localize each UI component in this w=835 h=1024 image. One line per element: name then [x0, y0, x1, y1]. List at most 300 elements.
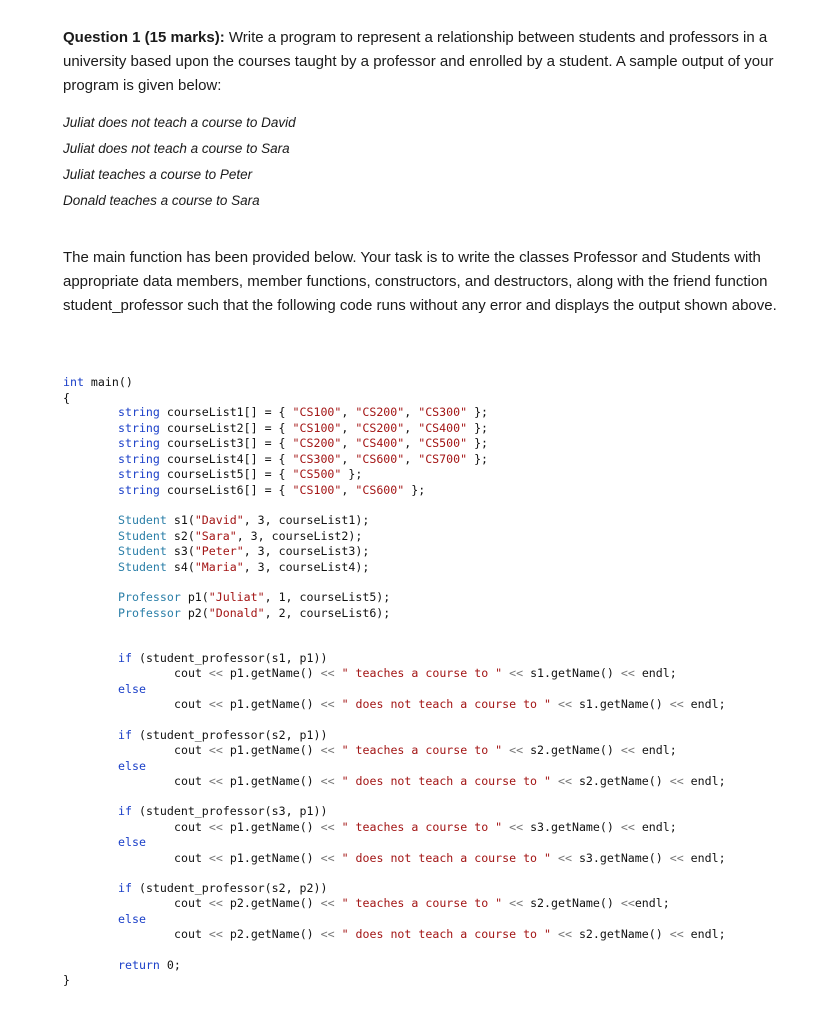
code-text	[160, 467, 167, 481]
code-string: " teaches a course to "	[341, 896, 503, 910]
code-text	[223, 666, 230, 680]
code-text: p2	[187, 606, 202, 620]
code-operator: <<	[509, 820, 524, 834]
code-line-then	[174, 666, 677, 680]
code-text: , 3,	[236, 529, 272, 543]
code-operator: <<	[669, 697, 684, 711]
code-text	[684, 851, 691, 865]
code-string: "CS100"	[292, 405, 342, 419]
code-text: s1	[530, 666, 545, 680]
code-keyword: string	[118, 452, 160, 466]
code-text: getName	[599, 697, 649, 711]
code-text	[335, 820, 342, 834]
code-text: student_professor	[145, 651, 265, 665]
code-text: s1	[173, 513, 188, 527]
code-string: "Maria"	[194, 560, 244, 574]
code-text: (	[264, 728, 272, 742]
code-text: ;	[669, 820, 677, 834]
code-operator: <<	[509, 743, 524, 757]
code-text: .	[592, 697, 600, 711]
code-text: p2	[299, 881, 314, 895]
code-string: "CS600"	[355, 483, 405, 497]
code-operator: <<	[320, 851, 335, 865]
code-text: ,	[285, 881, 300, 895]
code-text: [] = {	[243, 452, 293, 466]
code-text	[167, 544, 174, 558]
code-text: [] = {	[243, 483, 293, 497]
code-text: courseList5	[166, 467, 244, 481]
code-text: endl	[690, 774, 719, 788]
code-line-if	[118, 728, 327, 742]
code-operator: <<	[669, 851, 684, 865]
code-text: (	[187, 560, 195, 574]
code-keyword: else	[118, 759, 146, 773]
code-string: "CS100"	[292, 421, 342, 435]
code-operator: <<	[208, 697, 223, 711]
code-text: ()	[599, 666, 621, 680]
code-text: p2	[229, 927, 244, 941]
code-text: getName	[250, 820, 300, 834]
code-text	[202, 743, 209, 757]
code-text: p1	[229, 774, 244, 788]
code-line-otherwise	[174, 697, 726, 711]
code-text: s2	[271, 728, 286, 742]
code-text: courseList1	[166, 405, 244, 419]
code-text: .	[544, 896, 552, 910]
code-text: endl	[641, 820, 670, 834]
code-text: ()	[299, 896, 321, 910]
code-text	[160, 436, 167, 450]
code-text	[202, 927, 209, 941]
code-text: getName	[250, 851, 300, 865]
code-text: .	[243, 774, 251, 788]
code-text: p1	[299, 804, 314, 818]
code-text: student_professor	[145, 728, 265, 742]
code-text: ;	[662, 896, 670, 910]
code-line-professor	[118, 606, 390, 620]
code-text: getName	[551, 743, 600, 757]
code-string: "Donald"	[208, 606, 265, 620]
code-string: "CS600"	[355, 452, 405, 466]
code-type: Professor	[118, 606, 181, 620]
code-operator: <<	[509, 666, 524, 680]
code-text: getName	[599, 774, 649, 788]
code-text: ,	[341, 452, 356, 466]
code-operator: <<	[208, 774, 223, 788]
code-text: (	[264, 881, 272, 895]
code-string: "CS700"	[418, 452, 468, 466]
code-text: ,	[285, 804, 300, 818]
code-string: "Peter"	[194, 544, 244, 558]
code-text: courseList6	[299, 606, 377, 620]
sample-output-line: Juliat teaches a course to Peter	[63, 167, 253, 182]
code-text: ()	[299, 927, 321, 941]
code-string: " teaches a course to "	[341, 743, 503, 757]
code-text: , 3,	[243, 544, 279, 558]
code-text: ()	[648, 851, 670, 865]
code-text	[635, 743, 642, 757]
code-text: cout	[174, 896, 202, 910]
code-line-signature	[63, 375, 133, 389]
code-operator: <<	[320, 697, 335, 711]
code-text: , 2,	[264, 606, 300, 620]
code-string: "CS500"	[418, 436, 468, 450]
code-text: getName	[551, 666, 600, 680]
code-text: ()	[648, 927, 670, 941]
code-text: );	[376, 590, 391, 604]
code-text: [] = {	[243, 421, 293, 435]
code-text: endl	[690, 927, 719, 941]
code-text: ,	[341, 421, 356, 435]
code-text: , 1,	[264, 590, 300, 604]
code-string: " teaches a course to "	[341, 820, 503, 834]
code-text: };	[467, 436, 489, 450]
question-heading: Question 1 (15 marks):	[63, 29, 225, 46]
code-text	[335, 743, 342, 757]
code-text: s2	[173, 529, 188, 543]
code-text: getName	[250, 927, 300, 941]
code-text: s2	[530, 743, 545, 757]
code-text: .	[243, 896, 251, 910]
code-keyword: string	[118, 436, 160, 450]
code-text: s3	[578, 851, 593, 865]
code-text: student_professor	[145, 804, 265, 818]
code-text	[335, 927, 342, 941]
code-type: Professor	[118, 590, 181, 604]
code-text: cout	[174, 927, 202, 941]
code-keyword: string	[118, 421, 160, 435]
code-text	[202, 774, 209, 788]
code-text	[684, 774, 691, 788]
code-text: s3	[271, 804, 286, 818]
code-text: p1	[229, 697, 244, 711]
code-text: courseList3	[278, 544, 356, 558]
code-text: ,	[341, 405, 356, 419]
code-text: s1	[578, 697, 593, 711]
code-operator: <<	[320, 820, 335, 834]
code-text	[572, 927, 579, 941]
code-line-return	[118, 958, 181, 972]
code-text: (	[187, 544, 195, 558]
code-text	[635, 820, 642, 834]
code-operator: <<	[557, 927, 572, 941]
code-text: };	[467, 452, 489, 466]
code-text: );	[355, 560, 370, 574]
code-line-else	[118, 835, 146, 849]
code-operator: <<	[320, 743, 335, 757]
code-text: );	[348, 529, 363, 543]
code-text: };	[341, 467, 363, 481]
code-string: " does not teach a course to "	[341, 774, 551, 788]
code-text: ,	[285, 651, 300, 665]
code-line-courselist	[118, 405, 488, 419]
code-text	[335, 896, 342, 910]
code-text: ()	[599, 743, 621, 757]
code-text: ()	[299, 851, 321, 865]
code-text: ()	[299, 697, 321, 711]
sample-output-line: Donald teaches a course to Sara	[63, 193, 260, 208]
code-text: courseList4	[166, 452, 244, 466]
code-text: ;	[669, 666, 677, 680]
code-text: getName	[250, 697, 300, 711]
code-operator: <<	[557, 851, 572, 865]
code-string: "Sara"	[194, 529, 237, 543]
code-text: cout	[174, 851, 202, 865]
code-text: ,	[404, 421, 419, 435]
code-line-courselist	[118, 452, 488, 466]
code-text	[202, 896, 209, 910]
code-text: ,	[341, 436, 356, 450]
code-type: Student	[118, 560, 167, 574]
code-text: [] = {	[243, 436, 293, 450]
code-operator: <<	[320, 774, 335, 788]
code-line-else	[118, 759, 146, 773]
code-line-otherwise	[174, 774, 726, 788]
code-text: ()	[599, 820, 621, 834]
code-keyword: else	[118, 912, 146, 926]
code-text: .	[544, 666, 552, 680]
code-text: .	[243, 743, 251, 757]
code-keyword: if	[118, 804, 132, 818]
code-text	[335, 774, 342, 788]
code-text: (	[131, 728, 146, 742]
code-type: Student	[118, 544, 167, 558]
code-text: ;	[718, 774, 726, 788]
code-text: };	[467, 405, 489, 419]
code-text: (	[264, 804, 272, 818]
code-text: s3	[530, 820, 545, 834]
code-text: ()	[648, 774, 670, 788]
code-text: courseList1	[278, 513, 356, 527]
code-operator: <<	[557, 697, 572, 711]
code-text: ;	[669, 743, 677, 757]
code-text: endl	[641, 666, 670, 680]
code-text: .	[544, 820, 552, 834]
code-text: s1	[271, 651, 286, 665]
code-text: .	[243, 697, 251, 711]
code-text: ()	[299, 743, 321, 757]
code-text: );	[376, 606, 391, 620]
code-line-courselist	[118, 421, 488, 435]
code-text	[223, 927, 230, 941]
code-text: );	[355, 513, 370, 527]
code-text: p1	[299, 728, 314, 742]
code-text	[160, 483, 167, 497]
code-text: (	[201, 606, 209, 620]
code-text	[684, 927, 691, 941]
code-keyword: string	[118, 405, 160, 419]
code-text: cout	[174, 820, 202, 834]
code-operator: <<	[320, 896, 335, 910]
code-text: .	[243, 851, 251, 865]
code-keyword: if	[118, 728, 132, 742]
code-text: p1	[229, 820, 244, 834]
code-line-otherwise	[174, 851, 726, 865]
code-text: getName	[599, 851, 649, 865]
code-text: ;	[718, 927, 726, 941]
code-text	[572, 851, 579, 865]
code-text: endl	[690, 697, 719, 711]
code-text: p1	[229, 851, 244, 865]
code-text	[160, 452, 167, 466]
code-text: 0;	[159, 958, 181, 972]
code-text	[167, 560, 174, 574]
code-text	[202, 666, 209, 680]
code-operator: <<	[620, 896, 635, 910]
code-text: getName	[551, 820, 600, 834]
code-text	[551, 697, 558, 711]
code-type: Student	[118, 529, 167, 543]
code-text: courseList6	[166, 483, 244, 497]
code-text: getName	[250, 743, 300, 757]
code-text: s2	[271, 881, 286, 895]
code-string: "CS300"	[418, 405, 468, 419]
code-text: cout	[174, 743, 202, 757]
code-string: "CS200"	[355, 421, 405, 435]
code-text: , 3,	[243, 513, 279, 527]
code-text	[181, 590, 188, 604]
code-text: ()	[299, 774, 321, 788]
code-string: "CS200"	[355, 405, 405, 419]
code-keyword: else	[118, 835, 146, 849]
code-text: ))	[313, 728, 328, 742]
code-keyword: if	[118, 881, 132, 895]
code-text: (	[187, 529, 195, 543]
code-text: p1	[229, 743, 244, 757]
code-text	[160, 421, 167, 435]
code-text: ;	[718, 851, 726, 865]
code-text	[202, 820, 209, 834]
code-text	[335, 851, 342, 865]
code-string: " does not teach a course to "	[341, 851, 551, 865]
code-text: p2	[229, 896, 244, 910]
code-text: getName	[250, 666, 300, 680]
code-line-student	[118, 560, 369, 574]
code-text: ,	[404, 452, 419, 466]
code-line-courselist	[118, 436, 488, 450]
code-keyword: else	[118, 682, 146, 696]
code-line-otherwise	[174, 927, 726, 941]
code-text: ,	[404, 436, 419, 450]
code-close-brace: }	[63, 973, 70, 987]
code-operator: <<	[620, 820, 635, 834]
code-operator: <<	[208, 743, 223, 757]
code-string: " does not teach a course to "	[341, 927, 551, 941]
code-operator: <<	[208, 851, 223, 865]
sample-output-line: Juliat does not teach a course to Sara	[63, 141, 290, 156]
code-text: .	[243, 666, 251, 680]
code-text	[223, 820, 230, 834]
code-text	[572, 697, 579, 711]
code-text: .	[243, 820, 251, 834]
code-open-brace: {	[63, 391, 70, 405]
code-line-if	[118, 881, 327, 895]
code-text	[202, 697, 209, 711]
code-text: ,	[404, 405, 419, 419]
code-operator: <<	[620, 666, 635, 680]
code-string: "CS400"	[355, 436, 405, 450]
code-operator: <<	[620, 743, 635, 757]
code-text: );	[355, 544, 370, 558]
code-operator: <<	[509, 896, 524, 910]
code-string: "Juliat"	[208, 590, 265, 604]
code-text: s2	[530, 896, 545, 910]
code-line-courselist	[118, 467, 362, 481]
code-text: ,	[341, 483, 356, 497]
code-text	[335, 697, 342, 711]
code-text	[572, 774, 579, 788]
code-line-student	[118, 529, 362, 543]
code-string: "CS300"	[292, 452, 342, 466]
code-text	[223, 851, 230, 865]
code-text: cout	[174, 774, 202, 788]
code-text: courseList4	[278, 560, 356, 574]
code-text: ,	[285, 728, 300, 742]
code-text: getName	[250, 774, 300, 788]
code-text: s2	[578, 774, 593, 788]
code-text: };	[404, 483, 426, 497]
code-text: courseList2	[271, 529, 349, 543]
code-line-then	[174, 820, 677, 834]
code-text: ))	[313, 804, 328, 818]
code-text: student_professor	[145, 881, 265, 895]
code-text	[223, 774, 230, 788]
task-paragraph: The main function has been provided below. Your task is to write the classes Professor and Students with appropriate data members, member functions, constructors, and destructors, along with the friend function student_professor such that the following code runs without any error and displays the output shown above.	[63, 249, 777, 314]
code-text: .	[592, 927, 600, 941]
code-text	[167, 513, 174, 527]
code-text	[335, 666, 342, 680]
code-text	[167, 529, 174, 543]
code-string: "CS100"	[292, 483, 342, 497]
code-line-then	[174, 896, 670, 910]
code-string: "CS200"	[292, 436, 342, 450]
code-text: getName	[551, 896, 600, 910]
code-text: [] = {	[243, 467, 293, 481]
code-operator: <<	[208, 666, 223, 680]
code-text: .	[592, 851, 600, 865]
code-text: s3	[173, 544, 188, 558]
code-text: [] = {	[243, 405, 293, 419]
code-text: endl	[690, 851, 719, 865]
code-string: "CS400"	[418, 421, 468, 435]
code-line-if	[118, 651, 327, 665]
code-text: (	[187, 513, 195, 527]
code-operator: <<	[669, 774, 684, 788]
code-text: };	[467, 421, 489, 435]
code-text: courseList3	[166, 436, 244, 450]
code-text: p1	[229, 666, 244, 680]
code-operator: <<	[208, 927, 223, 941]
code-text	[223, 697, 230, 711]
code-line-student	[118, 513, 369, 527]
code-keyword: if	[118, 651, 132, 665]
code-string: "David"	[194, 513, 244, 527]
code-text	[635, 666, 642, 680]
code-string: "CS500"	[292, 467, 342, 481]
code-text: s4	[173, 560, 188, 574]
code-line-else	[118, 912, 146, 926]
code-text: ()	[599, 896, 621, 910]
code-string: " does not teach a course to "	[341, 697, 551, 711]
code-text: .	[243, 927, 251, 941]
code-line-professor	[118, 590, 390, 604]
code-line-if	[118, 804, 327, 818]
code-keyword: int	[63, 375, 84, 389]
code-operator: <<	[669, 927, 684, 941]
code-text: main()	[83, 375, 133, 389]
code-text: getName	[250, 896, 300, 910]
code-operator: <<	[208, 820, 223, 834]
